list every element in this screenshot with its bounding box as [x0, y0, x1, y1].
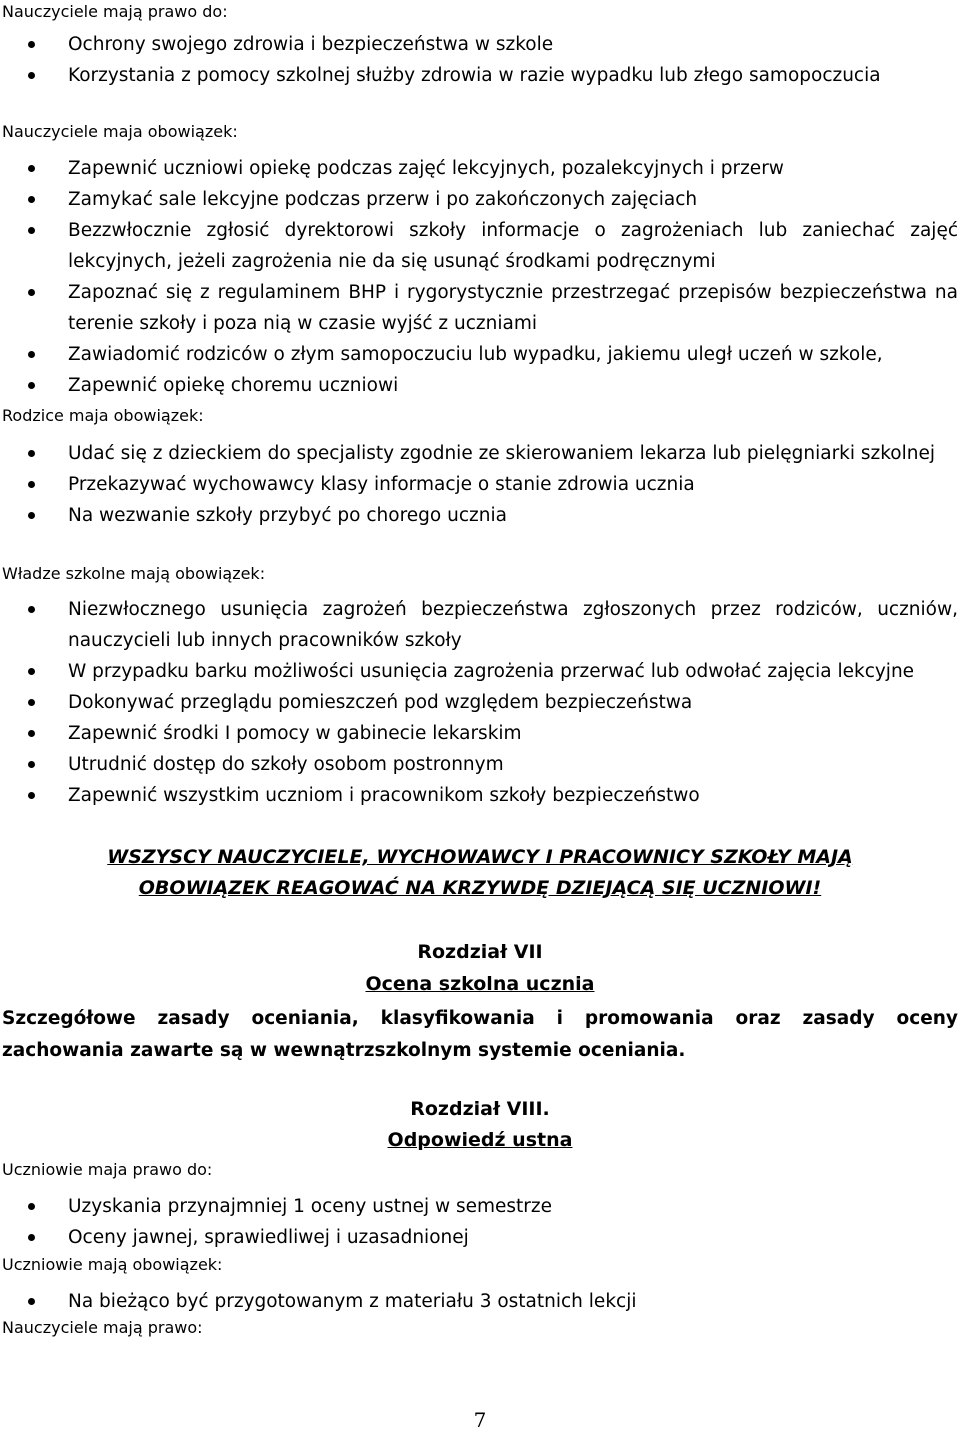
list-item: Niezwłocznego usunięcia zagrożeń bezpieczeństwa zgłoszonych przez rodziców, uczniów, nauczycieli lub innych pracowników szkoły	[0, 594, 960, 656]
bullet-icon	[28, 792, 35, 799]
authority-duties-list	[0, 594, 960, 811]
section-heading-teacher-rights: Nauczyciele mają prawo do:	[2, 2, 228, 21]
section-heading-student-duties: Uczniowie mają obowiązek:	[2, 1255, 223, 1274]
bullet-icon	[28, 41, 35, 48]
parent-duties-list	[0, 438, 960, 531]
bullet-icon	[28, 165, 35, 172]
list-item: W przypadku barku możliwości usunięcia zagrożenia przerwać lub odwołać zajęcia lekcyjne	[0, 656, 960, 687]
bullet-icon	[28, 481, 35, 488]
bullet-icon	[28, 351, 35, 358]
bullet-icon	[28, 512, 35, 519]
list-item: Udać się z dzieckiem do specjalisty zgodnie ze skierowaniem lekarza lub pielęgniarki szkolnej	[0, 438, 960, 469]
section-heading-teacher-duties: Nauczyciele maja obowiązek:	[2, 122, 238, 141]
chapter-8-subtitle: Odpowiedź ustna	[387, 1129, 573, 1151]
teacher-duties-list	[0, 153, 960, 401]
chapter-7-subtitle: Ocena szkolna ucznia	[365, 973, 595, 995]
bullet-icon	[28, 382, 35, 389]
bullet-icon	[28, 699, 35, 706]
list-item: Przekazywać wychowawcy klasy informacje o stanie zdrowia ucznia	[0, 469, 960, 500]
bullet-icon	[28, 72, 35, 79]
bullet-icon	[28, 289, 35, 296]
list-item: Zapewnić opiekę choremu uczniowi	[0, 370, 960, 401]
section-heading-student-rights: Uczniowie maja prawo do:	[2, 1160, 213, 1179]
bullet-icon	[28, 668, 35, 675]
bullet-icon	[28, 1234, 35, 1241]
student-duties-list	[0, 1286, 960, 1317]
list-item: Na wezwanie szkoły przybyć po chorego ucznia	[0, 500, 960, 531]
warning-line-1: WSZYSCY NAUCZYCIELE, WYCHOWAWCY I PRACOWNICY SZKOŁY MAJĄ	[107, 846, 853, 868]
list-item: Zapewnić środki I pomocy w gabinecie lekarskim	[0, 718, 960, 749]
list-item: Zapoznać się z regulaminem BHP i rygorystycznie przestrzegać przepisów bezpieczeństwa na terenie szkoły i poza nią w czasie wyjść z uczniami	[0, 277, 960, 339]
list-item: Bezzwłocznie zgłosić dyrektorowi szkoły informacje o zagrożeniach lub zaniechać zajęć lekcyjnych, jeżeli zagrożenia nie da się usunąć środkami podręcznymi	[0, 215, 960, 277]
bullet-icon	[28, 1203, 35, 1210]
list-item: Zawiadomić rodziców o złym samopoczuciu lub wypadku, jakiemu uległ uczeń w szkole,	[0, 339, 960, 370]
page-number: 7	[473, 1408, 487, 1432]
chapter-7-paragraph: Szczegółowe zasady oceniania, klasyfikowania i promowania oraz zasady oceny zachowania zawarte są w wewnątrzszkolnym systemie oceniania.	[2, 1008, 958, 1061]
list-item: Zapewnić uczniowi opiekę podczas zajęć lekcyjnych, pozalekcyjnych i przerw	[0, 153, 960, 184]
section-heading-teacher-rights-2: Nauczyciele mają prawo:	[2, 1318, 203, 1337]
list-item: Na bieżąco być przygotowanym z materiału 3 ostatnich lekcji	[0, 1286, 960, 1317]
bullet-icon	[28, 730, 35, 737]
chapter-7-title: Rozdział VII	[417, 941, 543, 963]
chapter-8-title: Rozdział VIII.	[410, 1098, 550, 1120]
warning-line-2: OBOWIĄZEK REAGOWAĆ NA KRZYWDĘ DZIEJĄCĄ SIĘ UCZNIOWI!	[138, 877, 822, 899]
student-rights-list	[0, 1191, 960, 1253]
section-heading-authority-duties: Władze szkolne mają obowiązek:	[2, 564, 266, 583]
list-item: Zamykać sale lekcyjne podczas przerw i po zakończonych zajęciach	[0, 184, 960, 215]
bullet-icon	[28, 227, 35, 234]
list-item: Zapewnić wszystkim uczniom i pracownikom szkoły bezpieczeństwo	[0, 780, 960, 811]
bullet-icon	[28, 761, 35, 768]
bullet-icon	[28, 450, 35, 457]
bullet-icon	[28, 606, 35, 613]
list-item: Dokonywać przeglądu pomieszczeń pod względem bezpieczeństwa	[0, 687, 960, 718]
list-item: Oceny jawnej, sprawiedliwej i uzasadnionej	[0, 1222, 960, 1253]
teacher-rights-list	[0, 29, 960, 91]
list-item: Korzystania z pomocy szkolnej służby zdrowia w razie wypadku lub złego samopoczucia	[0, 60, 960, 91]
list-item: Uzyskania przynajmniej 1 oceny ustnej w semestrze	[0, 1191, 960, 1222]
section-heading-parent-duties: Rodzice maja obowiązek:	[2, 406, 204, 425]
list-item: Utrudnić dostęp do szkoły osobom postronnym	[0, 749, 960, 780]
bullet-icon	[28, 1298, 35, 1305]
bullet-icon	[28, 196, 35, 203]
list-item: Ochrony swojego zdrowia i bezpieczeństwa w szkole	[0, 29, 960, 60]
